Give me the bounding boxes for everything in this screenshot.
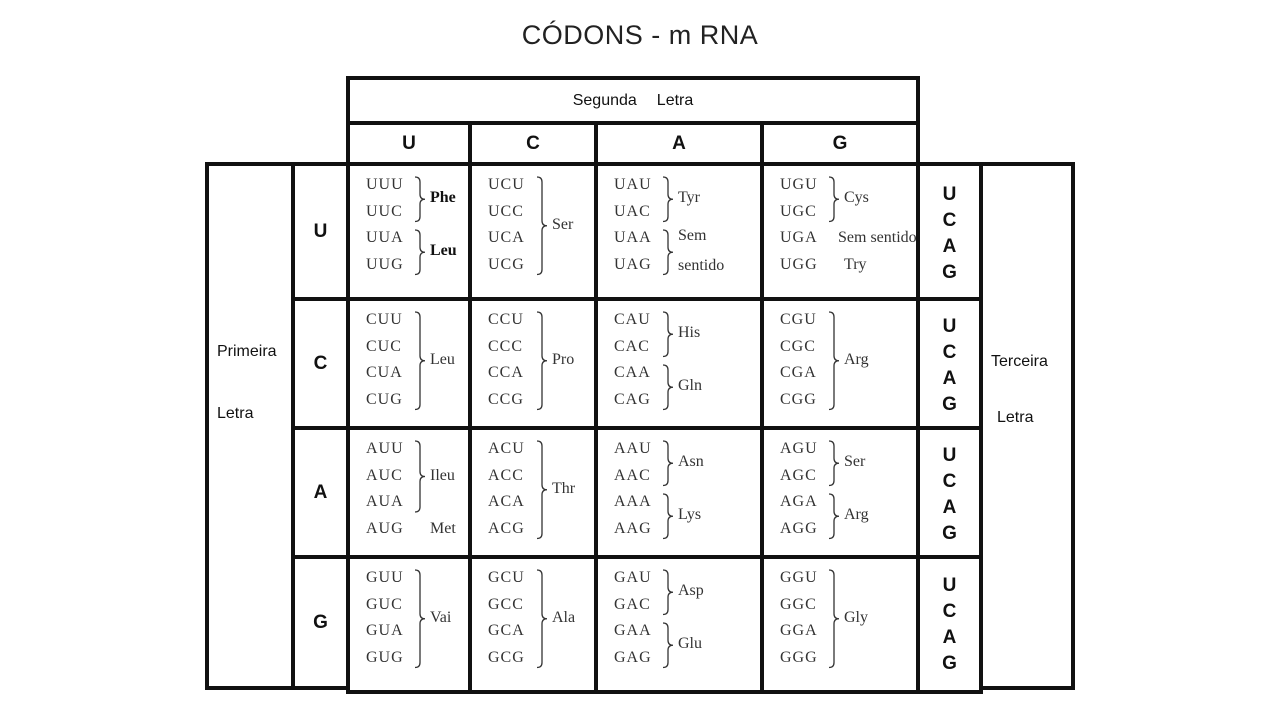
first-letter-label-1: Primeira xyxy=(217,343,277,360)
column-header-u: U xyxy=(346,121,472,166)
codon-aug: AUG xyxy=(366,519,404,537)
codon-gca: GCA xyxy=(488,622,525,639)
brace-icon xyxy=(662,229,676,276)
brace-icon xyxy=(536,311,550,411)
third-letter-stack-a xyxy=(916,426,983,563)
codon-uau: UAU xyxy=(614,176,652,193)
third-letter-column xyxy=(979,162,1075,690)
codon-cell-ag xyxy=(760,426,920,563)
third-letter-stack-g xyxy=(916,555,983,694)
codon-gcg: GCG xyxy=(488,648,525,666)
codon-cag: CAG xyxy=(614,390,651,408)
amino-acid-his: His xyxy=(678,324,701,342)
brace-icon xyxy=(828,311,842,411)
codon-ccc: CCC xyxy=(488,337,524,355)
codon-ccu: CCU xyxy=(488,311,524,328)
codon-cac: CAC xyxy=(614,337,650,355)
codon-acu: ACU xyxy=(488,440,525,457)
third-letter-g: G xyxy=(942,522,957,544)
codon-cell-ua xyxy=(594,162,764,305)
third-letter-stack-u xyxy=(916,162,983,305)
codon-cau: CAU xyxy=(614,311,651,328)
amino-acid-phe: Phe xyxy=(430,189,456,207)
brace-icon xyxy=(828,440,842,487)
codon-agu: AGU xyxy=(780,440,818,457)
codon-gau: GAU xyxy=(614,569,652,586)
third-letter-a: A xyxy=(942,496,957,518)
third-letter-c: C xyxy=(942,470,957,492)
codon-acc: ACC xyxy=(488,466,524,484)
codon-gag: GAG xyxy=(614,648,652,666)
codon-cgc: CGC xyxy=(780,337,816,355)
second-letter-word-2: Letra xyxy=(656,91,694,109)
third-letter-u: U xyxy=(942,444,957,466)
third-letter-a: A xyxy=(942,367,957,389)
third-letter-g: G xyxy=(942,393,957,415)
amino-acid-arg: Arg xyxy=(844,350,869,368)
codon-agg: AGG xyxy=(780,519,818,537)
third-letter-u: U xyxy=(942,315,957,337)
brace-icon xyxy=(662,176,676,223)
codon-ugg: UGG xyxy=(780,255,818,273)
third-letter-c: C xyxy=(942,209,957,231)
codon-gac: GAC xyxy=(614,595,651,613)
brace-icon xyxy=(536,569,550,669)
brace-icon xyxy=(414,311,428,411)
page-title: CÓDONS - m RNA xyxy=(521,20,759,50)
third-letter-label-1: Terceira xyxy=(991,353,1048,370)
brace-icon xyxy=(414,569,428,669)
column-header-a: A xyxy=(594,121,764,166)
column-header-c: C xyxy=(468,121,598,166)
brace-icon xyxy=(828,176,842,223)
codon-cell-ca xyxy=(594,297,764,434)
second-letter-header xyxy=(346,76,920,125)
codon-cell-gu xyxy=(346,555,472,694)
codon-uua: UUA xyxy=(366,229,404,246)
codon-cell-uc xyxy=(468,162,598,305)
amino-acid-gln: Gln xyxy=(678,377,702,395)
third-letter-c: C xyxy=(942,600,957,622)
third-letter-a: A xyxy=(942,235,957,257)
brace-icon xyxy=(828,569,842,669)
amino-acid-leu: Leu xyxy=(430,350,455,368)
third-letter-u: U xyxy=(942,183,957,205)
codon-auu: AUU xyxy=(366,440,404,457)
codon-uuc: UUC xyxy=(366,202,403,220)
amino-acid-ala: Ala xyxy=(552,608,576,626)
first-letter-column xyxy=(205,162,295,690)
brace-icon xyxy=(662,440,676,487)
codon-aac: AAC xyxy=(614,466,651,484)
codon-cug: CUG xyxy=(366,390,403,408)
codon-cell-ga xyxy=(594,555,764,694)
brace-icon xyxy=(662,311,676,358)
first-letter-label-2: Letra xyxy=(217,405,254,422)
codon-aau: AAU xyxy=(614,440,652,457)
codon-uuu: UUU xyxy=(366,176,404,193)
third-letter-c: C xyxy=(942,341,957,363)
amino-acid-asp: Asp xyxy=(678,582,704,600)
codon-cgu: CGU xyxy=(780,311,817,328)
codon-cell-cg xyxy=(760,297,920,434)
codon-cuc: CUC xyxy=(366,337,402,355)
codon-ggg: GGG xyxy=(780,648,818,666)
amino-acid-ser: Ser xyxy=(844,453,866,471)
codon-ugc: UGC xyxy=(780,202,817,220)
third-letter-g: G xyxy=(942,652,957,674)
codon-uaa: UAA xyxy=(614,229,652,246)
amino-acid-ileu: Ileu xyxy=(430,466,455,484)
amino-acid-lys: Lys xyxy=(678,506,702,524)
codon-uga: UGA xyxy=(780,229,818,246)
codon-gug: GUG xyxy=(366,648,404,666)
codon-ucu: UCU xyxy=(488,176,525,193)
codon-caa: CAA xyxy=(614,364,651,381)
amino-acid-thr: Thr xyxy=(552,479,576,497)
amino-acid-try: Try xyxy=(844,255,867,273)
codon-ggc: GGC xyxy=(780,595,817,613)
codon-cell-au xyxy=(346,426,472,563)
row-header-c: C xyxy=(291,297,350,430)
codon-aua: AUA xyxy=(366,493,404,510)
codon-cca: CCA xyxy=(488,364,524,381)
third-letter-stack-c xyxy=(916,297,983,434)
amino-acid-asn: Asn xyxy=(678,453,704,471)
codon-guu: GUU xyxy=(366,569,404,586)
row-header-a: A xyxy=(291,426,350,559)
brace-icon xyxy=(662,569,676,616)
codon-uca: UCA xyxy=(488,229,525,246)
third-letter-g: G xyxy=(942,261,957,283)
codon-cell-ug xyxy=(760,162,920,305)
amino-acid-sentido: sentido xyxy=(678,257,725,274)
amino-acid-gly: Gly xyxy=(844,608,868,626)
codon-aag: AAG xyxy=(614,519,652,537)
codon-gaa: GAA xyxy=(614,622,652,639)
codon-aca: ACA xyxy=(488,493,525,510)
brace-icon xyxy=(414,440,428,513)
brace-icon xyxy=(414,176,428,223)
codon-cell-gg xyxy=(760,555,920,694)
codon-acg: ACG xyxy=(488,519,525,537)
codon-ccg: CCG xyxy=(488,390,524,408)
codon-cgg: CGG xyxy=(780,390,817,408)
amino-acid-cys: Cys xyxy=(844,189,869,207)
brace-icon xyxy=(536,440,550,540)
third-letter-a: A xyxy=(942,626,957,648)
third-letter-u: U xyxy=(942,574,957,596)
codon-gcu: GCU xyxy=(488,569,525,586)
codon-uug: UUG xyxy=(366,255,404,273)
codon-ucc: UCC xyxy=(488,202,524,220)
brace-icon xyxy=(662,493,676,540)
amino-acid-leu: Leu xyxy=(430,242,457,260)
amino-acid-glu: Glu xyxy=(678,635,702,653)
amino-acid-ser: Ser xyxy=(552,215,574,233)
codon-ugu: UGU xyxy=(780,176,818,193)
codon-uac: UAC xyxy=(614,202,651,220)
brace-icon xyxy=(536,176,550,276)
codon-agc: AGC xyxy=(780,466,817,484)
codon-ucg: UCG xyxy=(488,255,525,273)
codon-gua: GUA xyxy=(366,622,404,639)
amino-acid-met: Met xyxy=(430,519,456,537)
row-header-u: U xyxy=(291,162,350,301)
second-letter-word: Segunda xyxy=(572,91,637,109)
brace-icon xyxy=(662,364,676,411)
amino-acid-tyr: Tyr xyxy=(678,189,700,207)
amino-acid-arg: Arg xyxy=(844,506,869,524)
third-letter-label-2: Letra xyxy=(997,409,1034,426)
codon-cell-aa xyxy=(594,426,764,563)
codon-cga: CGA xyxy=(780,364,817,381)
brace-icon xyxy=(828,493,842,540)
codon-auc: AUC xyxy=(366,466,403,484)
amino-acid-vai: Vai xyxy=(430,608,452,626)
codon-cell-cc xyxy=(468,297,598,434)
amino-acid-sem: Sem xyxy=(678,227,707,244)
column-header-g: G xyxy=(760,121,920,166)
codon-cell-uu xyxy=(346,162,472,305)
brace-icon xyxy=(414,229,428,276)
codon-ggu: GGU xyxy=(780,569,818,586)
codon-cuu: CUU xyxy=(366,311,403,328)
codon-gga: GGA xyxy=(780,622,818,639)
row-header-g: G xyxy=(291,555,350,690)
brace-icon xyxy=(662,622,676,669)
codon-aga: AGA xyxy=(780,493,818,510)
amino-acid-pro: Pro xyxy=(552,350,575,368)
codon-gcc: GCC xyxy=(488,595,524,613)
codon-cua: CUA xyxy=(366,364,403,381)
codon-uag: UAG xyxy=(614,255,652,273)
codon-cell-ac xyxy=(468,426,598,563)
codon-guc: GUC xyxy=(366,595,403,613)
codon-cell-gc xyxy=(468,555,598,694)
amino-acid-sem-sentido: Sem sentido xyxy=(838,229,917,246)
codon-cell-cu xyxy=(346,297,472,434)
codon-aaa: AAA xyxy=(614,493,652,510)
